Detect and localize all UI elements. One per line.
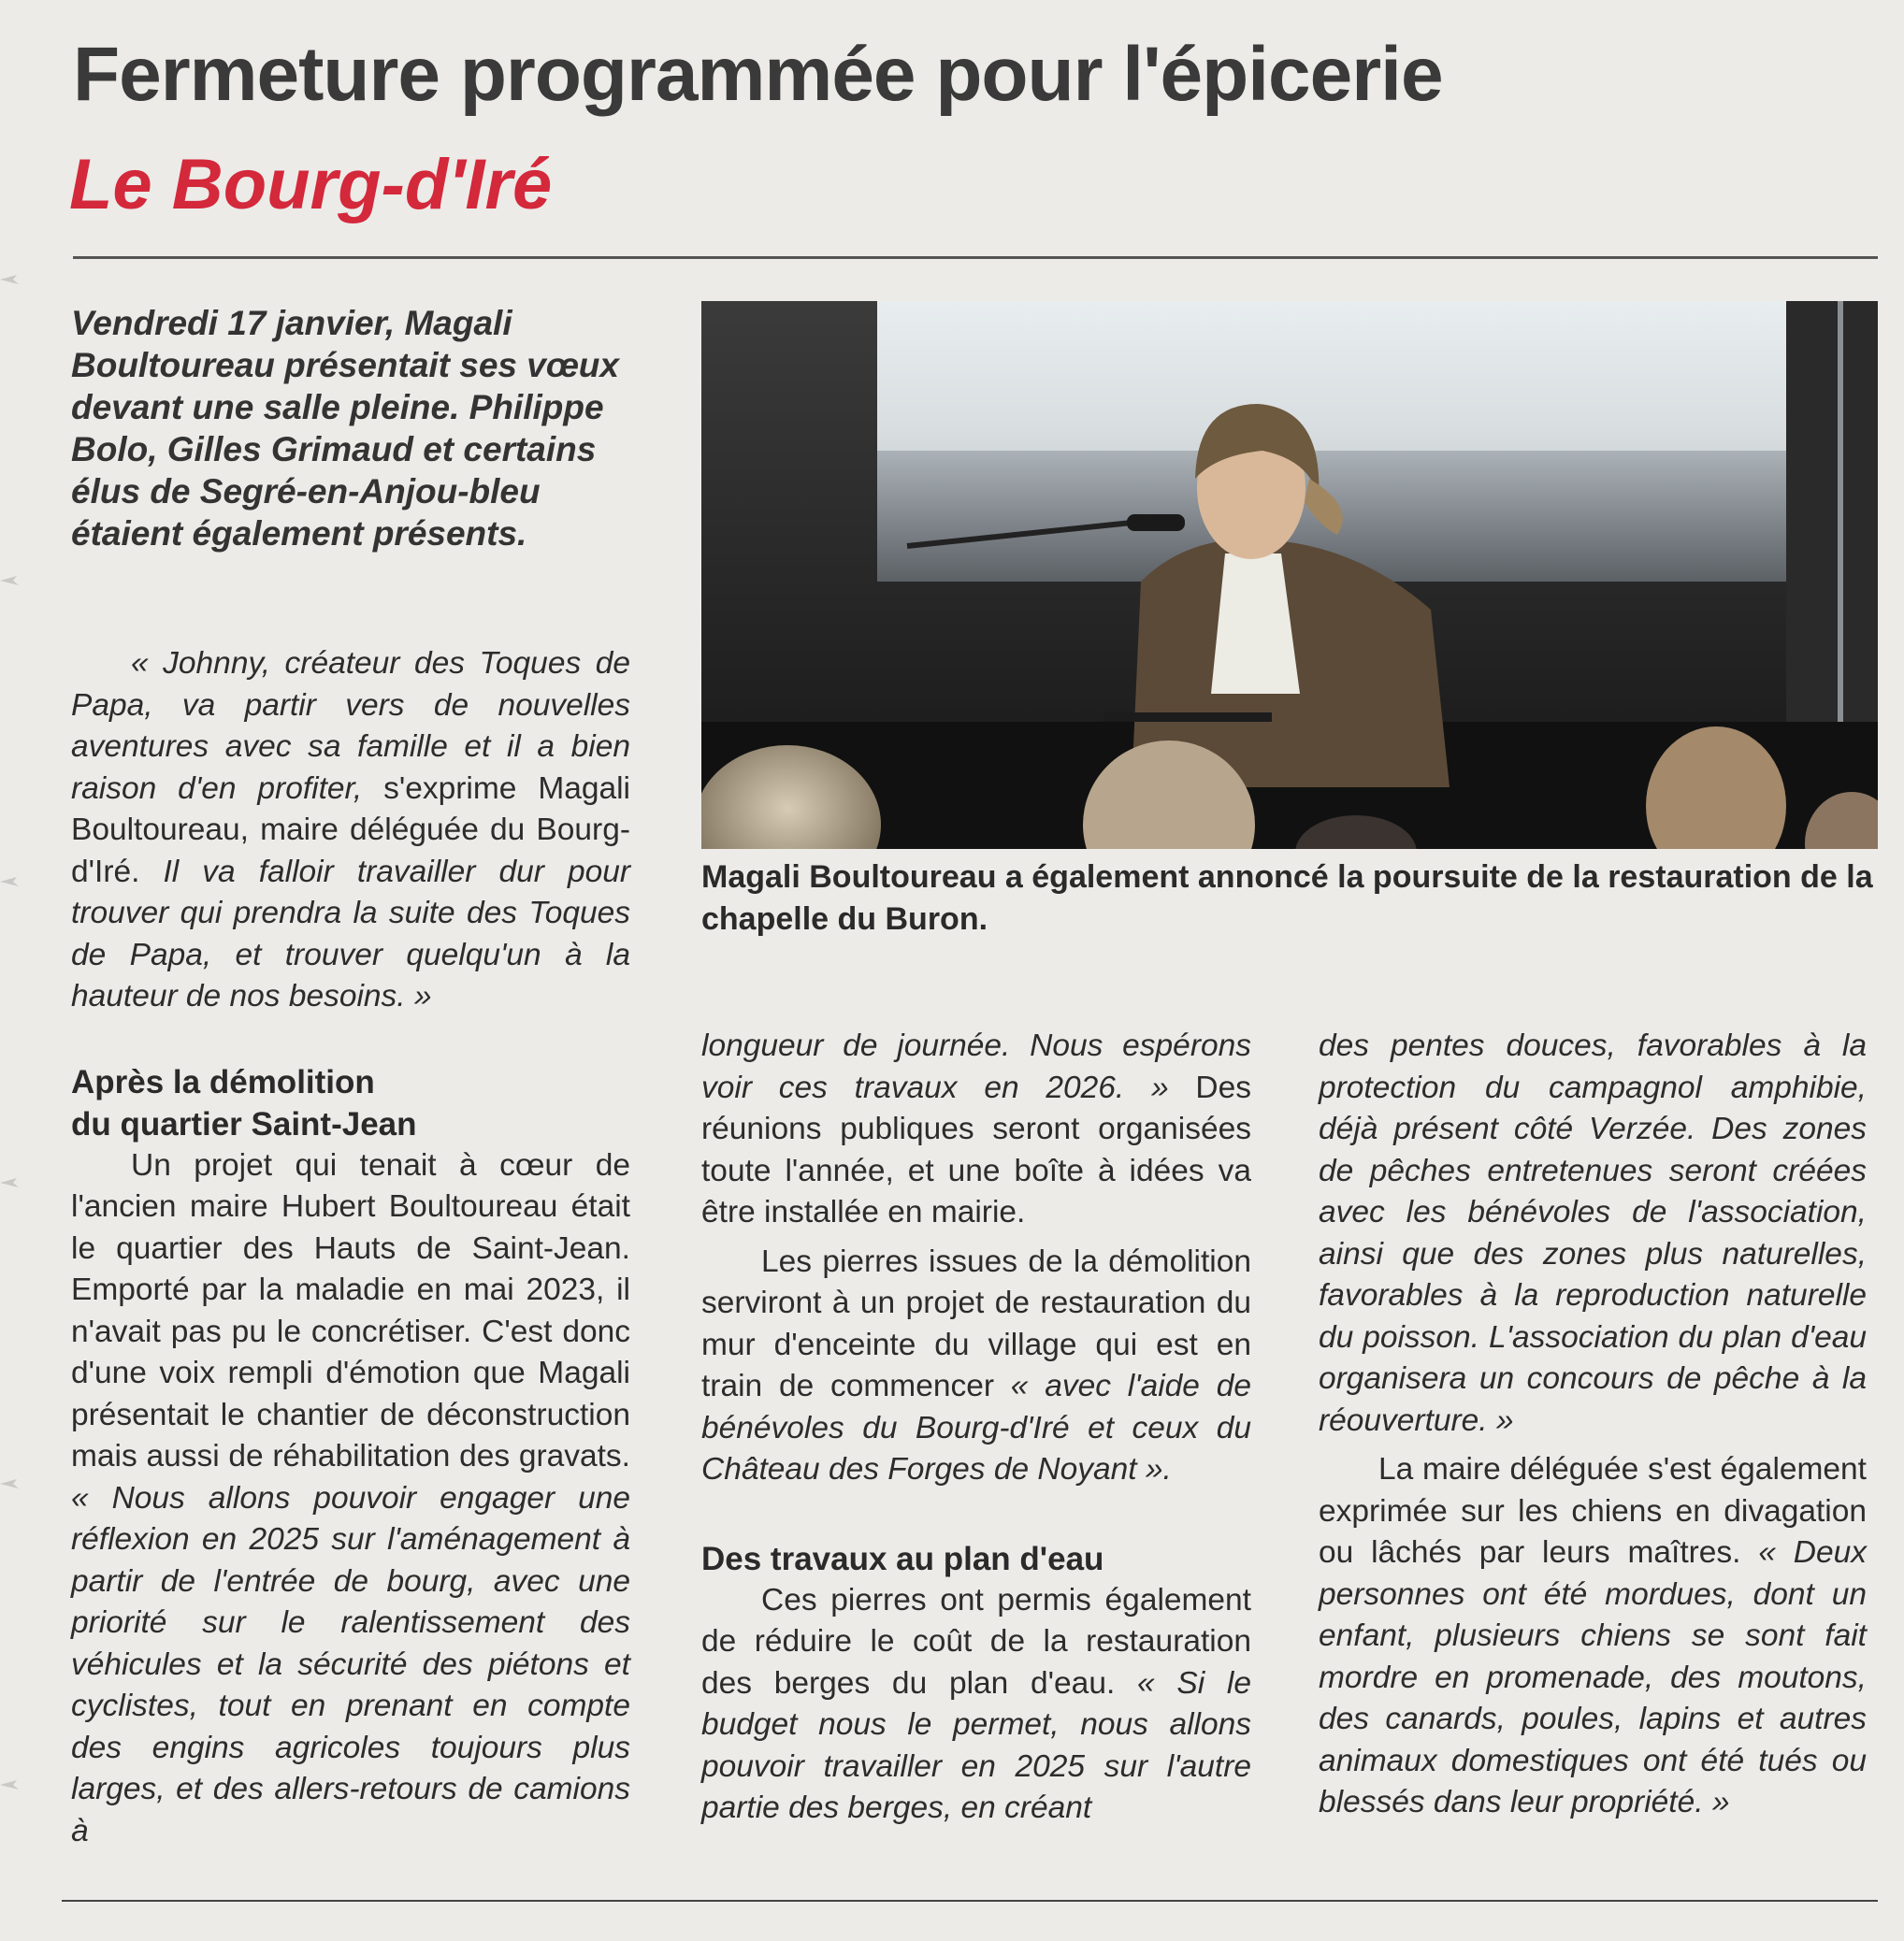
subhead-saint-jean xyxy=(71,1061,630,1145)
photo-caption: Magali Boultoureau a également annoncé la poursuite de la restauration de la chapelle du Buron. xyxy=(701,859,1873,937)
column-3 xyxy=(1319,1026,1867,1824)
location-kicker: Le Bourg-d'Iré xyxy=(69,145,553,224)
subhead-line: du quartier Saint-Jean xyxy=(71,1105,417,1143)
col3-paragraph-1: des pentes douces, favorables à la protection du campagnol amphibie, déjà présent côté Verzée. Des zones de pêches entretenues seront créées avec les bénévoles de l'association, ainsi que des zones plus naturelles, favorables à la reproduction naturelle du poisson. L'association du plan d'eau organisera un concours de pêche à la réouverture. » xyxy=(1319,1028,1867,1438)
binder-mark xyxy=(0,875,24,888)
binder-mark xyxy=(0,1477,24,1490)
quote-text: « Deux personnes ont été mordues, dont un enfant, plusieurs chiens se sont fait mordre en promenade, des moutons, des canards, poules, lapins et autres animaux domestiques ont été tués ou blessés dans leur propriété. » xyxy=(1319,1535,1867,1819)
binder-mark xyxy=(0,574,24,587)
col2-paragraph-2 xyxy=(701,1242,1251,1491)
subhead-line: Après la démolition xyxy=(71,1063,375,1100)
quote-text: « avec l'aide de bénévoles du Bourg-d'Iré et ceux du Château des Forges de Noyant ». xyxy=(701,1369,1251,1487)
quote-text: « Nous allons pouvoir engager une réflexion en 2025 sur l'aménagement à partir de l'entrée de bourg, avec une priorité sur le ralentissement des véhicules et la sécurité des piétons et cyclistes, tout en prenant en compte des engins agricoles toujours plus larges, et des allers-retours de camions à xyxy=(71,1480,630,1848)
article-intro: Vendredi 17 janvier, Magali Boultoureau présentait ses vœux devant une salle pleine. Philippe Bolo, Gilles Grimaud et certains élus de Segré-en-Anjou-bleu étaient également présents. xyxy=(71,304,619,553)
subhead-plan-eau: Des travaux au plan d'eau xyxy=(701,1540,1104,1577)
col2-paragraph-1 xyxy=(701,1026,1251,1234)
binder-mark xyxy=(0,1778,24,1791)
body-text: Ces pierres ont permis également de réduire le coût de la restauration des berges du plan d'eau. xyxy=(701,1582,1251,1701)
quote-text: longueur de journée. Nous espérons voir ces travaux en 2026. » xyxy=(701,1028,1251,1105)
col2-paragraph-3 xyxy=(701,1580,1251,1830)
quote-text: « Si le budget nous le permet, nous allons pouvoir travailler en 2025 sur l'autre partie des berges, en créant xyxy=(701,1665,1252,1825)
col1-paragraph-2 xyxy=(71,1145,630,1853)
body-text: Les pierres issues de la démolition serviront à un projet de restauration du mur d'enceinte du village qui est en train de commencer xyxy=(701,1244,1251,1403)
article-photo xyxy=(701,301,1878,849)
headline: Fermeture programmée pour l'épicerie xyxy=(73,32,1443,117)
body-text: Des réunions publiques seront organisées toute l'année, et une boîte à idées va être installée en mairie. xyxy=(701,1070,1251,1229)
photo-illustration xyxy=(701,301,1878,849)
col3-paragraph-2 xyxy=(1319,1449,1867,1824)
top-rule xyxy=(73,256,1878,259)
body-text: Un projet qui tenait à cœur de l'ancien maire Hubert Boultoureau était le quartier des Hauts de Saint-Jean. Emporté par la maladie en mai 2023, il n'avait pas pu le concrétiser. C'est donc d'une voix rempli d'émotion que Magali présentait le chantier de déconstruction mais aussi de réhabilitation des gravats. xyxy=(71,1147,630,1474)
body-text: s'exprime Magali Boultoureau, maire déléguée du Bourg-d'Iré. xyxy=(71,770,630,889)
body-text: La maire déléguée s'est également exprimée sur les chiens en divagation ou lâchés par leurs maîtres. xyxy=(1319,1452,1867,1570)
column-2 xyxy=(701,1026,1251,1830)
binder-mark xyxy=(0,1176,24,1189)
quote-text: Il va falloir travailler dur pour trouver qui prendra la suite des Toques de Papa, et trouver quelqu'un à la hauteur de nos besoins. » xyxy=(71,854,630,1014)
bottom-rule xyxy=(62,1900,1878,1902)
quote-text: « Johnny, créateur des Toques de Papa, va partir vers de nouvelles aventures avec sa famille et il a bien raison d'en profiter, xyxy=(71,646,630,806)
binder-mark xyxy=(0,273,24,286)
col1-paragraph-1 xyxy=(71,643,630,1018)
column-1 xyxy=(71,643,630,1852)
